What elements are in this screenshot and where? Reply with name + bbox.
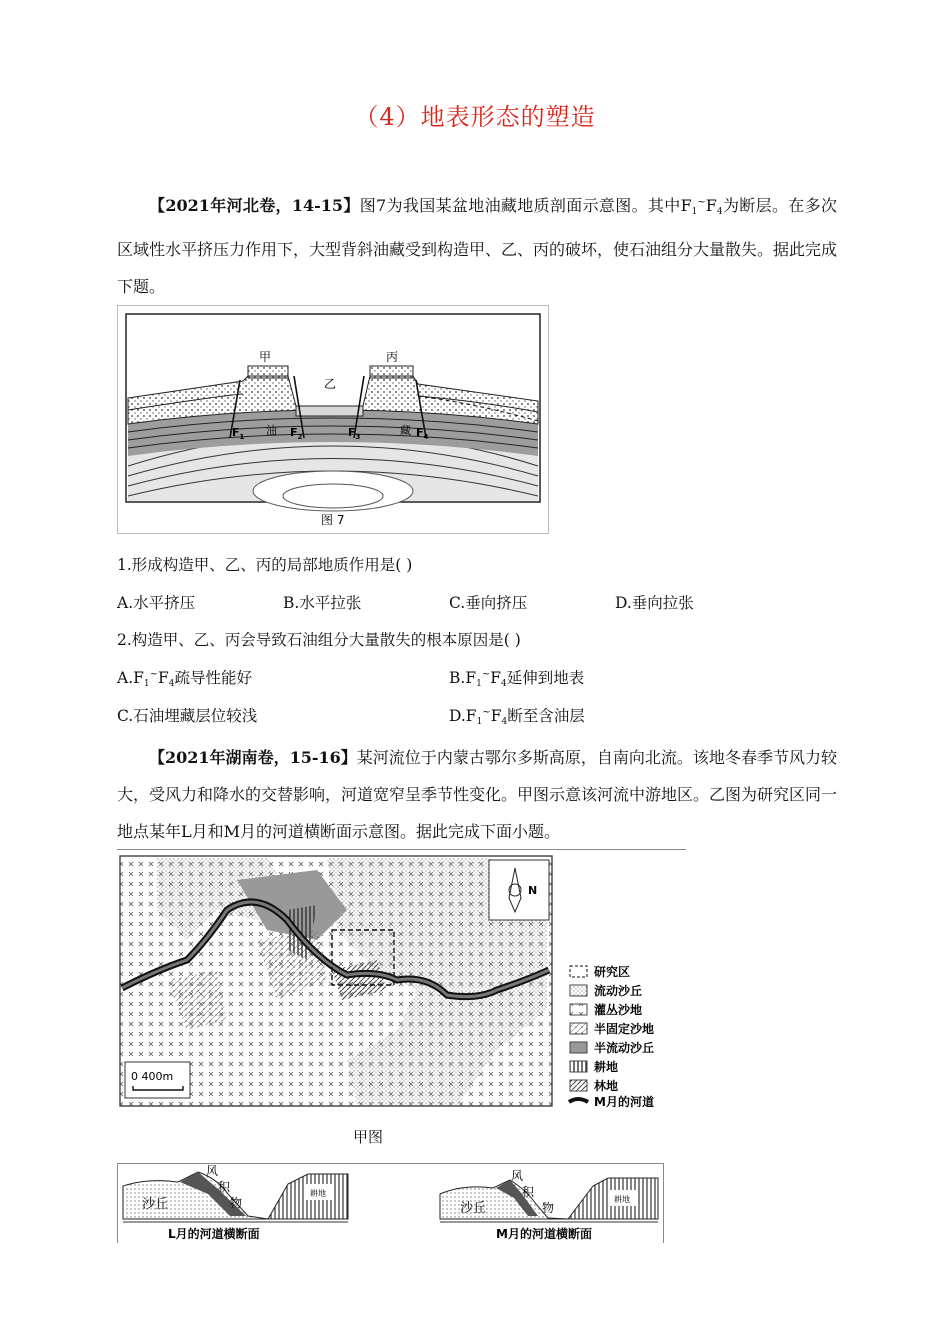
label-you: 油 <box>266 424 277 437</box>
question-2-stem: 2.构造甲、乙、丙会导致石油组分大量散失的根本原因是( ) <box>117 631 521 649</box>
q1-option-a: A.水平挤压 <box>117 594 196 612</box>
label-f4: $F_4$ <box>416 426 429 441</box>
legend-farmland: 耕地 <box>594 1060 619 1074</box>
river-cross-sections <box>117 1163 664 1243</box>
question-1-stem: 1.形成构造甲、乙、丙的局部地质作用是( ) <box>117 556 413 574</box>
north-label: N <box>528 884 538 897</box>
m-section-caption: M月的河道横断面 <box>496 1227 592 1241</box>
label-bing: 丙 <box>386 350 399 364</box>
q1-option-c: C.垂向挤压 <box>449 594 528 612</box>
q2-option-a: $A.F_1^\sim F_4$疏导性能好 <box>117 669 253 689</box>
m-feng-label: 风 <box>511 1169 524 1183</box>
m-farmland-label: 耕地 <box>614 1195 630 1204</box>
l-dune-label: 沙丘 <box>142 1197 169 1212</box>
l-feng-label: 风 <box>206 1164 219 1178</box>
page-title: （4）地表形态的塑造 <box>354 103 596 131</box>
q1-option-d: D.垂向拉张 <box>615 594 694 612</box>
q2-option-b: $B.F_1^\sim F_4$延伸到地表 <box>449 669 585 689</box>
map-caption: 甲图 <box>353 1128 384 1146</box>
source-tag: 【2021年湖南卷，15-16】 <box>149 748 357 767</box>
geologic-section-drawing <box>118 306 548 533</box>
l-section-caption: L月的河道横断面 <box>168 1227 260 1241</box>
label-jia: 甲 <box>259 350 272 364</box>
legend-shrub-sand: 灌丛沙地 <box>594 1003 643 1017</box>
label-f1: $F_1$ <box>232 426 245 441</box>
label-cang: 藏 <box>400 424 411 437</box>
l-farmland-label: 耕地 <box>310 1189 326 1198</box>
legend-m-river: M月的河道 <box>594 1095 654 1108</box>
q1-option-b: B.水平拉张 <box>283 594 362 612</box>
label-yi: 乙 <box>324 377 337 391</box>
source-tag: 【2021年河北卷，14-15】 <box>149 196 360 215</box>
m-wu-label: 物 <box>542 1201 555 1215</box>
legend-semi-fixed: 半固定沙地 <box>594 1022 655 1036</box>
figure-7-caption: 图 7 <box>321 513 345 527</box>
l-ji-label: 积 <box>218 1180 231 1194</box>
map-jia <box>117 849 686 1108</box>
label-f2: $F_2$ <box>290 426 303 441</box>
l-wu-label: 物 <box>230 1196 243 1210</box>
figure-7-geologic-section <box>117 305 549 534</box>
cross-section-drawing <box>118 1164 663 1243</box>
m-dune-label: 沙丘 <box>460 1201 487 1216</box>
intro-paragraph-hunan: 【2021年湖南卷，15-16】某河流位于内蒙古鄂尔多斯高原，自南向北流。该地冬春季节风力较大，受风力和降水的交替影响，河道宽窄呈季节性变化。甲图示意该河流中游地区。乙图为研究区同一地点某年L月和M月的河道横断面示意图。据此完成下面小题。 <box>117 748 838 841</box>
legend-forest: 林地 <box>594 1079 619 1093</box>
intro-paragraph-hebei: 【2021年河北卷，14-15】图7为我国某盆地油藏地质剖面示意图。其中$F_1^\sim F_4$为断层。在多次区域性水平挤压力作用下，大型背斜油藏受到构造甲、乙、丙的破坏，使石油组分大量散失。据此完成下题。 <box>117 196 838 296</box>
legend-study-area: 研究区 <box>594 965 631 979</box>
legend-semi-flowing: 半流动沙丘 <box>594 1041 655 1055</box>
m-ji-label: 积 <box>522 1185 535 1199</box>
legend-flowing-dune: 流动沙丘 <box>594 984 643 998</box>
label-f3: $F_3$ <box>348 426 361 441</box>
q2-option-d: $D.F_1^\sim F_4$断至含油层 <box>449 707 585 727</box>
map-drawing <box>117 850 686 1108</box>
q2-option-c: C.石油埋藏层位较浅 <box>117 707 258 725</box>
scale-label: 0 400m <box>131 1070 174 1083</box>
